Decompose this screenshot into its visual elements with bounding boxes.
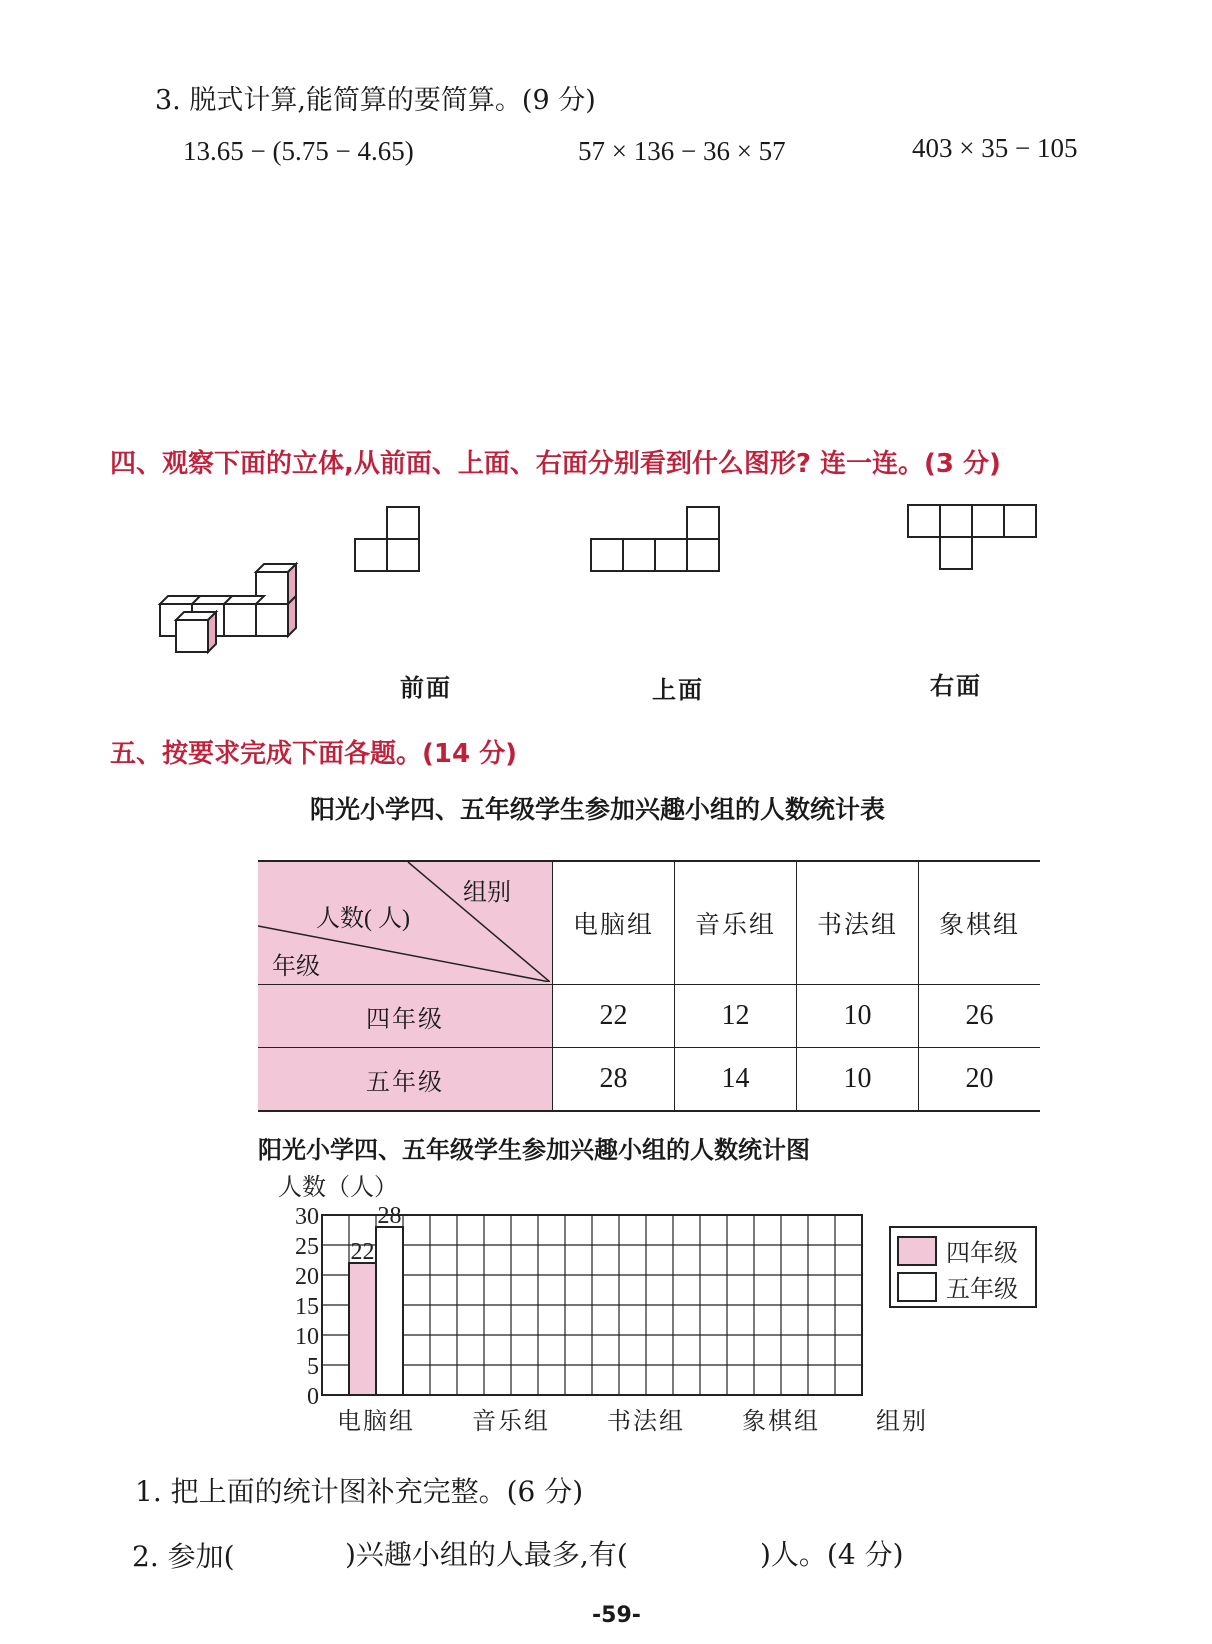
bar-chart [260,1165,1040,1450]
right-view-grid [908,505,1036,569]
bar-data-label: 22 [350,1239,375,1265]
column-header: 象棋组 [919,861,1041,985]
legend-swatch [898,1273,936,1301]
column-header: 书法组 [797,861,919,985]
view-label-top: 上面 [652,675,704,704]
y-tick-label: 0 [307,1384,319,1410]
legend-swatch [898,1237,936,1265]
y-tick-label: 30 [295,1204,319,1230]
table-row [258,1048,1040,1112]
section-4-title: 四、观察下面的立体,从前面、上面、右面分别看到什么图形? 连一连。(3 分) [110,449,1001,479]
table-cell: 26 [919,985,1041,1048]
q3-title: 3. 脱式计算,能简算的要简算。(9 分) [155,85,596,116]
table-title: 阳光小学四、五年级学生参加兴趣小组的人数统计表 [310,795,886,824]
table-cell: 20 [919,1048,1041,1112]
chart-title: 阳光小学四、五年级学生参加兴趣小组的人数统计图 [258,1136,810,1164]
bar-data-label: 28 [377,1203,402,1229]
top-view-grid [591,507,719,571]
y-axis-label: 人数（人） [278,1173,398,1201]
table-cell: 14 [675,1048,797,1112]
x-axis-label: 组别 [876,1407,928,1435]
question-1: 1. 把上面的统计图补充完整。(6 分) [135,1475,584,1508]
question-2-part-b: )兴趣小组的人最多,有( [345,1538,628,1571]
front-view-grid [355,507,419,571]
view-label-right: 右面 [930,671,982,700]
table-cell: 10 [797,1048,919,1112]
q3-expression-1: 13.65 − (5.75 − 4.65) [183,136,414,166]
table-row [258,985,1040,1048]
solid-figure [160,564,296,652]
x-category-label: 象棋组 [742,1407,820,1435]
question-2-part-a: 2. 参加( [132,1540,235,1573]
column-header: 音乐组 [675,861,797,985]
section-5-title: 五、按要求完成下面各题。(14 分) [110,739,517,769]
y-tick-label: 20 [295,1264,319,1290]
row-header: 五年级 [258,1048,553,1112]
table-cell: 10 [797,985,919,1048]
y-tick-label: 25 [295,1234,319,1260]
y-tick-label: 10 [295,1324,319,1350]
table-header-row [258,861,1040,985]
legend-label: 四年级 [946,1239,1018,1267]
row-header: 四年级 [258,985,553,1048]
table-corner-cell [258,861,553,985]
bar-四年级-电脑组 [349,1263,376,1395]
view-label-front: 前面 [400,673,452,702]
x-category-label: 音乐组 [472,1407,550,1435]
y-tick-label: 5 [307,1354,319,1380]
column-header: 电脑组 [553,861,675,985]
q3-expression-2: 57 × 136 − 36 × 57 [578,136,786,166]
corner-label-grade: 年级 [272,954,320,980]
table-cell: 28 [553,1048,675,1112]
table-cell: 12 [675,985,797,1048]
table-cell: 22 [553,985,675,1048]
page-number: -59- [592,1603,641,1628]
y-tick-label: 15 [295,1294,319,1320]
corner-label-group: 组别 [463,880,511,906]
q3-expression-3: 403 × 35 − 105 [912,133,1078,163]
x-category-label: 电脑组 [337,1407,415,1435]
bar-五年级-电脑组 [376,1227,403,1395]
stats-table [258,860,1040,1112]
question-2-part-c: )人。(4 分) [760,1538,904,1571]
corner-label-people: 人数( 人) [316,906,410,932]
legend-label: 五年级 [946,1275,1018,1303]
x-category-label: 书法组 [607,1407,685,1435]
